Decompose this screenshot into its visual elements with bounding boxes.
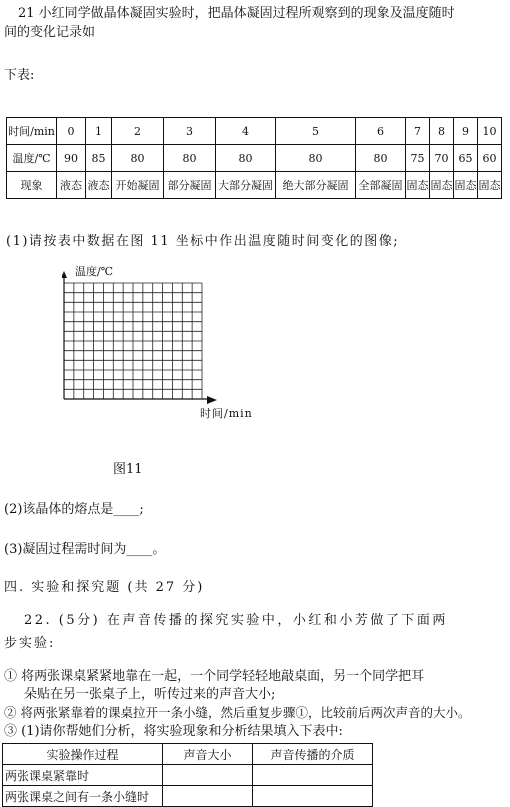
- time-cell: 0: [57, 118, 86, 145]
- y-axis-label: 温度/℃: [75, 265, 114, 278]
- q22-step1b: 朵贴在另一张桌子上，听传过来的声音大小;: [24, 687, 276, 702]
- task-1: (1)请按表中数据在图 11 坐标中作出温度随时间变化的图像;: [6, 234, 400, 249]
- experiment-table-header: [3, 744, 373, 765]
- temp-cell: 75: [406, 145, 430, 172]
- time-cell: 4: [216, 118, 276, 145]
- medium-answer-cell[interactable]: [253, 786, 373, 807]
- state-row: [7, 172, 502, 199]
- q22-line2: 步实验:: [4, 636, 56, 651]
- q22-step1a: ① 将两张课桌紧紧地靠在一起，一个同学轻轻地敲桌面，另一个同学把耳: [4, 669, 425, 684]
- header-volume: 声音大小: [163, 744, 253, 765]
- state-cell: 固态: [430, 172, 454, 199]
- temp-cell: 90: [57, 145, 86, 172]
- temp-cell: 80: [112, 145, 164, 172]
- figure-caption: 图11: [113, 462, 143, 477]
- time-cell: 6: [356, 118, 406, 145]
- volume-answer-cell[interactable]: [163, 765, 253, 786]
- state-cell: 开始凝固: [112, 172, 164, 199]
- temp-cell: 80: [356, 145, 406, 172]
- header-operation: 实验操作过程: [3, 744, 163, 765]
- x-axis-arrow-icon: [205, 395, 217, 405]
- grid-lines: [64, 283, 202, 399]
- table-row: [3, 786, 373, 807]
- time-cell: 2: [112, 118, 164, 145]
- state-cell: 固态: [478, 172, 502, 199]
- blank-graph-grid: [62, 271, 212, 401]
- temp-cell: 85: [86, 145, 112, 172]
- row-header-state: 现象: [7, 172, 57, 199]
- experiment-table: [2, 743, 373, 807]
- q21-line3: 下表:: [4, 68, 35, 83]
- operation-cell: 两张课桌之间有一条小缝时: [3, 786, 163, 807]
- temp-cell: 70: [430, 145, 454, 172]
- time-cell: 8: [430, 118, 454, 145]
- medium-answer-cell[interactable]: [253, 765, 373, 786]
- task-2: (2)该晶体的熔点是____;: [4, 502, 144, 517]
- state-cell: 绝大部分凝固: [276, 172, 356, 199]
- temp-cell: 60: [478, 145, 502, 172]
- temp-cell: 65: [454, 145, 478, 172]
- time-cell: 1: [86, 118, 112, 145]
- state-cell: 固态: [454, 172, 478, 199]
- state-cell: 固态: [406, 172, 430, 199]
- time-cell: 7: [406, 118, 430, 145]
- q21-line2: 间的变化记录如: [4, 25, 96, 40]
- time-cell: 5: [276, 118, 356, 145]
- time-cell: 9: [454, 118, 478, 145]
- temperature-table: [6, 117, 502, 199]
- temp-row: [7, 145, 502, 172]
- x-axis-label: 时间/min: [200, 407, 253, 420]
- time-cell: 3: [164, 118, 216, 145]
- state-cell: 大部分凝固: [216, 172, 276, 199]
- table-row: [3, 765, 373, 786]
- volume-answer-cell[interactable]: [163, 786, 253, 807]
- row-header-time: 时间/min: [7, 118, 57, 145]
- temp-cell: 80: [164, 145, 216, 172]
- time-row: [7, 118, 502, 145]
- state-cell: 液态: [86, 172, 112, 199]
- q22-step2: ② 将两张紧靠着的课桌拉开一条小缝，然后重复步骤①，比较前后两次声音的大小。: [4, 705, 471, 720]
- temp-cell: 80: [216, 145, 276, 172]
- task-3: (3)凝固过程需时间为____。: [4, 542, 166, 557]
- section-4-heading: 四. 实验和探究题 (共 27 分): [4, 580, 205, 595]
- state-cell: 液态: [57, 172, 86, 199]
- q21-line1: 21 小红同学做晶体凝固实验时，把晶体凝固过程所观察到的现象及温度随时: [18, 6, 455, 21]
- q22-line1: 22. (5分) 在声音传播的探究实验中，小红和小芳做了下面两: [24, 613, 448, 628]
- temp-cell: 80: [276, 145, 356, 172]
- q22-step3: ③ (1)请你帮她们分析，将实验现象和分析结果填入下表中:: [4, 724, 343, 739]
- time-cell: 10: [478, 118, 502, 145]
- state-cell: 全部凝固: [356, 172, 406, 199]
- y-axis-arrow-icon: [62, 271, 67, 278]
- state-cell: 部分凝固: [164, 172, 216, 199]
- header-medium: 声音传播的介质: [253, 744, 373, 765]
- row-header-temp: 温度/℃: [7, 145, 57, 172]
- operation-cell: 两张课桌紧靠时: [3, 765, 163, 786]
